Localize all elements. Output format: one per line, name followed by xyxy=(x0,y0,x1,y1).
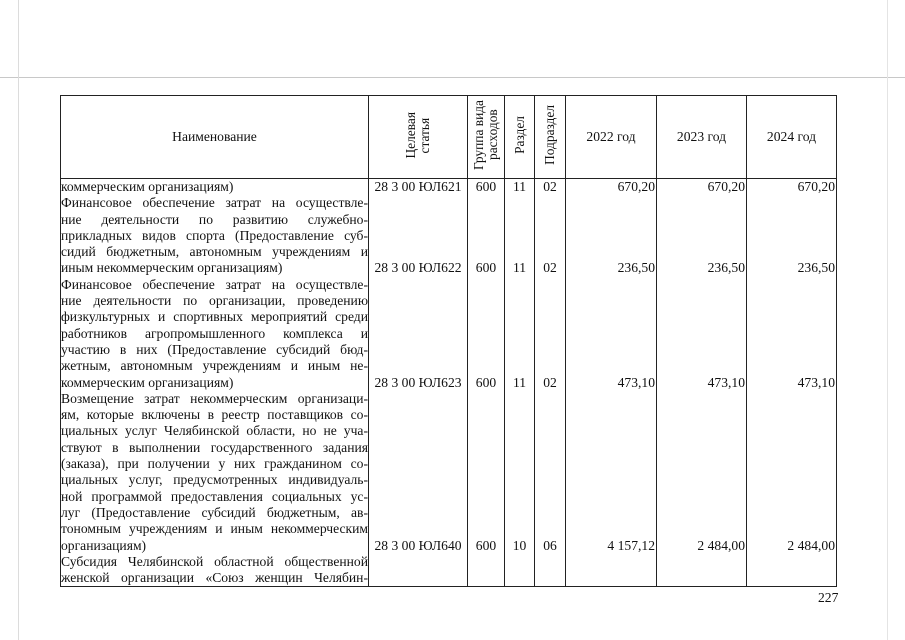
empty-line xyxy=(657,195,746,211)
name-line: организациям) xyxy=(61,537,147,553)
header-group-line1: Группа вида xyxy=(471,99,486,170)
empty-line xyxy=(535,309,565,325)
empty-line xyxy=(505,456,534,472)
amount-2024-value: 236,50 xyxy=(797,260,835,276)
empty-line xyxy=(657,472,746,488)
name-line: циальных услуг, предусмотренных индивидуаль- xyxy=(61,472,368,488)
empty-line xyxy=(657,277,746,293)
target-article-value: 28 3 00 ЮЛ640 xyxy=(374,537,462,553)
empty-line xyxy=(369,358,467,374)
empty-line xyxy=(505,489,534,505)
empty-line xyxy=(747,554,836,570)
empty-line xyxy=(369,326,467,342)
section-cell xyxy=(505,179,535,587)
empty-line xyxy=(747,195,836,211)
expense-group-value: 600 xyxy=(475,537,497,553)
empty-line xyxy=(468,326,504,342)
body-row xyxy=(61,179,837,587)
header-2024 xyxy=(747,96,837,179)
empty-line xyxy=(747,244,836,260)
empty-line xyxy=(505,505,534,521)
empty-line xyxy=(468,228,504,244)
section-value: 11 xyxy=(512,260,527,276)
empty-line xyxy=(369,521,467,537)
empty-line xyxy=(535,277,565,293)
empty-line xyxy=(535,554,565,570)
empty-line xyxy=(505,570,534,586)
empty-line xyxy=(505,309,534,325)
target-article-value: 28 3 00 ЮЛ622 xyxy=(374,260,462,276)
empty-line xyxy=(535,358,565,374)
empty-line xyxy=(566,472,656,488)
name-line: Возмещение затрат некоммерческим организаци- xyxy=(61,390,368,406)
empty-line xyxy=(747,440,836,456)
amount-2023-value: 2 484,00 xyxy=(697,537,745,553)
empty-line xyxy=(566,440,656,456)
empty-line xyxy=(369,293,467,309)
header-target-article-label xyxy=(404,112,432,159)
empty-line xyxy=(369,456,467,472)
empty-line xyxy=(747,407,836,423)
amount-2022-value: 4 157,12 xyxy=(607,537,655,553)
header-subsection xyxy=(535,96,566,179)
empty-line xyxy=(566,423,656,439)
empty-line xyxy=(468,554,504,570)
empty-line xyxy=(505,212,534,228)
scan-edge-right xyxy=(887,0,888,640)
header-row xyxy=(61,96,837,179)
empty-line xyxy=(657,521,746,537)
header-2023-label: 2023 год xyxy=(676,128,727,144)
header-2022-label: 2022 год xyxy=(586,128,636,144)
name-line: Финансовое обеспечение затрат на осуществле- xyxy=(61,195,368,211)
empty-line xyxy=(566,244,656,260)
empty-line xyxy=(657,570,746,586)
empty-line xyxy=(747,423,836,439)
empty-line xyxy=(747,342,836,358)
name-line: сидий бюджетным, автономным учреждениям и xyxy=(61,244,368,260)
empty-line xyxy=(566,554,656,570)
empty-line xyxy=(369,244,467,260)
empty-line xyxy=(505,358,534,374)
name-line: иным некоммерческим организациям) xyxy=(61,260,283,276)
empty-line xyxy=(468,277,504,293)
header-2023 xyxy=(657,96,747,179)
empty-line xyxy=(505,228,534,244)
name-line: (заказа), при получении у них гражданином со- xyxy=(61,456,368,472)
expense-group-value: 600 xyxy=(475,260,497,276)
scan-edge-top xyxy=(0,77,905,78)
expense-group-cell xyxy=(468,179,505,587)
empty-line xyxy=(566,326,656,342)
name-line: циальных услуг Челябинской области, но не уча- xyxy=(61,423,368,439)
amount-2022-value: 670,20 xyxy=(617,179,655,194)
empty-line xyxy=(468,244,504,260)
header-group-line2: расходов xyxy=(485,109,500,161)
empty-line xyxy=(505,391,534,407)
amount-2022-cell xyxy=(566,179,657,587)
empty-line xyxy=(535,423,565,439)
empty-line xyxy=(535,407,565,423)
empty-line xyxy=(657,407,746,423)
empty-line xyxy=(535,456,565,472)
empty-line xyxy=(369,309,467,325)
empty-line xyxy=(369,212,467,228)
empty-line xyxy=(369,505,467,521)
empty-line xyxy=(535,326,565,342)
empty-line xyxy=(505,326,534,342)
empty-line xyxy=(468,195,504,211)
empty-line xyxy=(369,570,467,586)
amount-2023-value: 236,50 xyxy=(707,260,745,276)
empty-line xyxy=(468,440,504,456)
empty-line xyxy=(369,472,467,488)
empty-line xyxy=(566,195,656,211)
amount-2023-value: 473,10 xyxy=(707,374,745,390)
empty-line xyxy=(505,521,534,537)
empty-line xyxy=(566,342,656,358)
budget-table xyxy=(60,95,837,587)
empty-line xyxy=(468,391,504,407)
empty-line xyxy=(369,440,467,456)
amount-2024-value: 2 484,00 xyxy=(787,537,835,553)
header-name xyxy=(61,96,369,179)
empty-line xyxy=(369,342,467,358)
empty-line xyxy=(747,309,836,325)
empty-line xyxy=(747,456,836,472)
empty-line xyxy=(369,423,467,439)
name-line: Субсидия Челябинской областной общественной xyxy=(61,553,368,569)
expense-group-value: 600 xyxy=(475,179,497,194)
empty-line xyxy=(657,489,746,505)
name-line: прикладных видов спорта (Предоставление суб- xyxy=(61,227,368,243)
empty-line xyxy=(369,228,467,244)
empty-line xyxy=(566,212,656,228)
empty-line xyxy=(535,342,565,358)
empty-line xyxy=(505,440,534,456)
empty-line xyxy=(657,212,746,228)
empty-line xyxy=(505,277,534,293)
empty-line xyxy=(657,293,746,309)
amount-2022-value: 236,50 xyxy=(617,260,655,276)
empty-line xyxy=(657,505,746,521)
empty-line xyxy=(566,358,656,374)
name-line: физкультурных и спортивных мероприятий среди xyxy=(61,309,368,325)
empty-line xyxy=(535,489,565,505)
name-line: ствуют в выполнении государственного задания xyxy=(61,439,368,455)
empty-line xyxy=(657,554,746,570)
empty-line xyxy=(747,358,836,374)
empty-line xyxy=(657,440,746,456)
empty-line xyxy=(747,293,836,309)
empty-line xyxy=(657,358,746,374)
name-line: Финансовое обеспечение затрат на осуществле- xyxy=(61,276,368,292)
amount-2023-value: 670,20 xyxy=(707,179,745,194)
empty-line xyxy=(535,440,565,456)
empty-line xyxy=(657,309,746,325)
empty-line xyxy=(566,277,656,293)
empty-line xyxy=(747,277,836,293)
section-value: 10 xyxy=(512,537,527,553)
name-line: ной программой предоставления социальных ус- xyxy=(61,488,368,504)
section-value: 11 xyxy=(512,179,527,194)
section-value: 11 xyxy=(512,374,527,390)
empty-line xyxy=(369,391,467,407)
empty-line xyxy=(747,505,836,521)
page-number: 227 xyxy=(818,590,839,605)
name-cell xyxy=(61,179,369,587)
empty-line xyxy=(657,423,746,439)
empty-line xyxy=(468,521,504,537)
empty-line xyxy=(505,407,534,423)
empty-line xyxy=(535,293,565,309)
subsection-cell xyxy=(535,179,566,587)
empty-line xyxy=(535,228,565,244)
name-line: коммерческим организациям) xyxy=(61,179,234,194)
empty-line xyxy=(535,472,565,488)
empty-line xyxy=(566,228,656,244)
header-section xyxy=(505,96,535,179)
empty-line xyxy=(369,277,467,293)
empty-line xyxy=(535,195,565,211)
empty-line xyxy=(505,472,534,488)
empty-line xyxy=(566,293,656,309)
empty-line xyxy=(566,505,656,521)
empty-line xyxy=(747,391,836,407)
empty-line xyxy=(505,244,534,260)
name-line: тономным учреждениям и иным некоммерческим xyxy=(61,521,368,537)
subsection-value: 02 xyxy=(543,374,557,390)
empty-line xyxy=(468,309,504,325)
empty-line xyxy=(369,489,467,505)
empty-line xyxy=(369,554,467,570)
empty-line xyxy=(468,489,504,505)
empty-line xyxy=(468,293,504,309)
empty-line xyxy=(468,570,504,586)
target-article-value: 28 3 00 ЮЛ623 xyxy=(374,374,462,390)
amount-2023-cell xyxy=(657,179,747,587)
header-target-article xyxy=(369,96,468,179)
name-line: ние деятельности по организации, проведению xyxy=(61,293,368,309)
amount-2022-value: 473,10 xyxy=(617,374,655,390)
name-line: луг (Предоставление субсидий бюджетным, ав- xyxy=(61,504,368,520)
header-expense-group xyxy=(468,96,505,179)
header-target-line2: статья xyxy=(417,117,432,153)
empty-line xyxy=(657,326,746,342)
target-article-value: 28 3 00 ЮЛ621 xyxy=(374,179,462,194)
empty-line xyxy=(566,489,656,505)
scan-edge-left xyxy=(18,0,19,640)
subsection-value: 06 xyxy=(543,537,557,553)
header-name-label: Наименование xyxy=(172,128,257,144)
header-subsection-label: Подраздел xyxy=(542,104,557,165)
amount-2024-cell xyxy=(747,179,837,587)
empty-line xyxy=(657,342,746,358)
empty-line xyxy=(468,472,504,488)
empty-line xyxy=(369,407,467,423)
name-line: жетным, автономным учреждениям и иным не- xyxy=(61,358,368,374)
expense-group-value: 600 xyxy=(475,374,497,390)
empty-line xyxy=(468,342,504,358)
empty-line xyxy=(535,391,565,407)
name-line: коммерческим организациям) xyxy=(61,374,234,390)
header-section-label: Раздел xyxy=(511,115,527,154)
name-line: ям, которые включены в реестр поставщиков со- xyxy=(61,407,368,423)
header-expense-group-label xyxy=(472,100,500,170)
name-line: ние деятельности по развитию служебно- xyxy=(61,211,368,227)
empty-line xyxy=(535,212,565,228)
empty-line xyxy=(657,244,746,260)
header-2024-label: 2024 год xyxy=(766,128,817,144)
empty-line xyxy=(747,570,836,586)
empty-line xyxy=(566,456,656,472)
empty-line xyxy=(747,212,836,228)
header-target-line1: Целевая xyxy=(403,111,418,159)
empty-line xyxy=(747,489,836,505)
subsection-value: 02 xyxy=(543,260,557,276)
empty-line xyxy=(505,342,534,358)
subsection-value: 02 xyxy=(543,179,557,194)
empty-line xyxy=(535,505,565,521)
empty-line xyxy=(657,228,746,244)
empty-line xyxy=(468,407,504,423)
amount-2024-value: 670,20 xyxy=(797,179,835,194)
empty-line xyxy=(535,570,565,586)
target-article-cell xyxy=(369,179,468,587)
empty-line xyxy=(657,391,746,407)
empty-line xyxy=(566,391,656,407)
empty-line xyxy=(535,244,565,260)
empty-line xyxy=(535,521,565,537)
empty-line xyxy=(505,554,534,570)
empty-line xyxy=(505,423,534,439)
name-line: работников агропромышленного комплекса и xyxy=(61,325,368,341)
empty-line xyxy=(505,195,534,211)
empty-line xyxy=(468,423,504,439)
empty-line xyxy=(747,472,836,488)
empty-line xyxy=(747,521,836,537)
empty-line xyxy=(468,212,504,228)
empty-line xyxy=(747,228,836,244)
header-2022 xyxy=(566,96,657,179)
empty-line xyxy=(566,570,656,586)
amount-2024-value: 473,10 xyxy=(797,374,835,390)
empty-line xyxy=(566,521,656,537)
empty-line xyxy=(566,407,656,423)
empty-line xyxy=(468,456,504,472)
empty-line xyxy=(468,505,504,521)
empty-line xyxy=(369,195,467,211)
name-line: участию в них (Предоставление субсидий бюд- xyxy=(61,341,368,357)
empty-line xyxy=(747,326,836,342)
empty-line xyxy=(468,358,504,374)
empty-line xyxy=(657,456,746,472)
name-line: женской организации «Союз женщин Челябин- xyxy=(61,570,368,586)
empty-line xyxy=(505,293,534,309)
empty-line xyxy=(566,309,656,325)
